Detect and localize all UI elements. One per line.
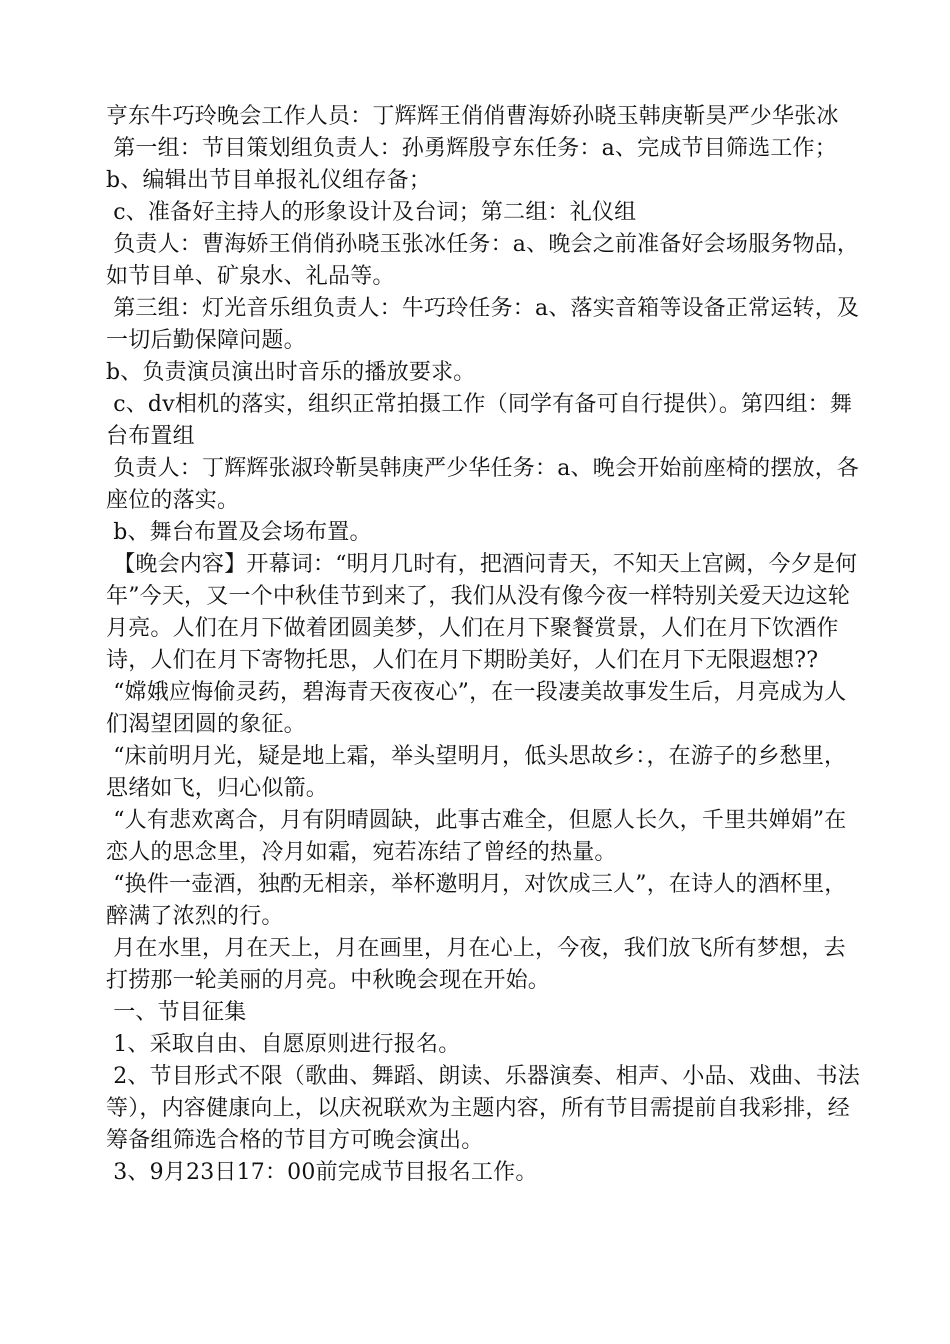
paragraph-group-one: 第一组：节目策划组负责人：孙勇辉殷亨东任务：a、完成节目筛选工作；b、编辑出节目单报礼仪组存备；: [106, 136, 837, 193]
paragraph-opening-speech: 【晚会内容】开幕词：“明月几时有，把酒问青天，不知天上宫阙，今夕是何年”今天，又一个中秋佳节到来了，我们从没有像今夜一样特别关爱天边这轮月亮。人们在月下做着团圆美梦，人们在月下聚餐赏景，人们在月下饮酒作诗，人们在月下寄物托思，人们在月下期盼美好，人们在月下无限遐想??: [106, 552, 858, 673]
paragraph-group-two: c、准备好主持人的形象设计及台词；第二组：礼仪组: [106, 200, 637, 225]
paragraph-group-four-b: b、舞台布置及会场布置。: [106, 520, 372, 545]
paragraph-poem-su-shi: “人有悲欢离合，月有阴晴圆缺，此事古难全，但愿人长久，千里共婵娟”在恋人的思念里，冷月如霜，宛若冻结了曾经的热量。: [106, 808, 847, 865]
paragraph-group-four-duty: 负责人：丁辉辉张淑玲靳昊韩庚严少华任务：a、晚会开始前座椅的摆放，各座位的落实。: [106, 456, 860, 513]
list-item-2: 2、节目形式不限（歌曲、舞蹈、朗读、乐器演奏、相声、小品、戏曲、书法等），内容健康向上，以庆祝联欢为主题内容，所有节目需提前自我彩排，经筹备组筛选合格的节目方可晚会演出。: [106, 1064, 861, 1153]
list-item-3: 3、9月23日17：00前完成节目报名工作。: [106, 1160, 538, 1185]
section-heading-program-collection: 一、节目征集: [106, 1000, 247, 1025]
paragraph-poem-li-bai: “床前明月光，疑是地上霜，举头望明月，低头思故乡：，在游子的乡愁里，思绪如飞，归心似箭。: [106, 744, 847, 801]
paragraph-group-two-duty: 负责人：曹海娇王俏俏孙晓玉张冰任务：a、晚会之前准备好会场服务物品，如节目单、矿泉水、礼品等。: [106, 232, 860, 289]
paragraph-group-three-b: b、负责演员演出时音乐的播放要求。: [106, 360, 476, 385]
paragraph-moon-closing: 月在水里，月在天上，月在画里，月在心上，今夜，我们放飞所有梦想，去打捞那一轮美丽的月亮。中秋晚会现在开始。: [106, 936, 846, 993]
paragraph-staff: 亨东牛巧玲晚会工作人员：丁辉辉王俏俏曹海娇孙晓玉韩庚靳昊严少华张冰: [106, 104, 839, 129]
paragraph-group-three: 第三组：灯光音乐组负责人：牛巧玲任务：a、落实音箱等设备正常运转，及一切后勤保障问题。: [106, 296, 860, 353]
paragraph-group-four: c、dv相机的落实，组织正常拍摄工作（同学有备可自行提供）。第四组：舞台布置组: [106, 392, 853, 449]
paragraph-poem-wine: “换件一壶酒，独酌无相亲，举杯邀明月，对饮成三人”，在诗人的酒杯里，醉满了浓烈的行。: [106, 872, 847, 929]
document-body: [106, 101, 864, 1189]
list-item-1: 1、采取自由、自愿原则进行报名。: [106, 1032, 461, 1057]
paragraph-poem-change: “嫦娥应悔偷灵药，碧海青天夜夜心”，在一段凄美故事发生后，月亮成为人们渴望团圆的象征。: [106, 680, 847, 737]
